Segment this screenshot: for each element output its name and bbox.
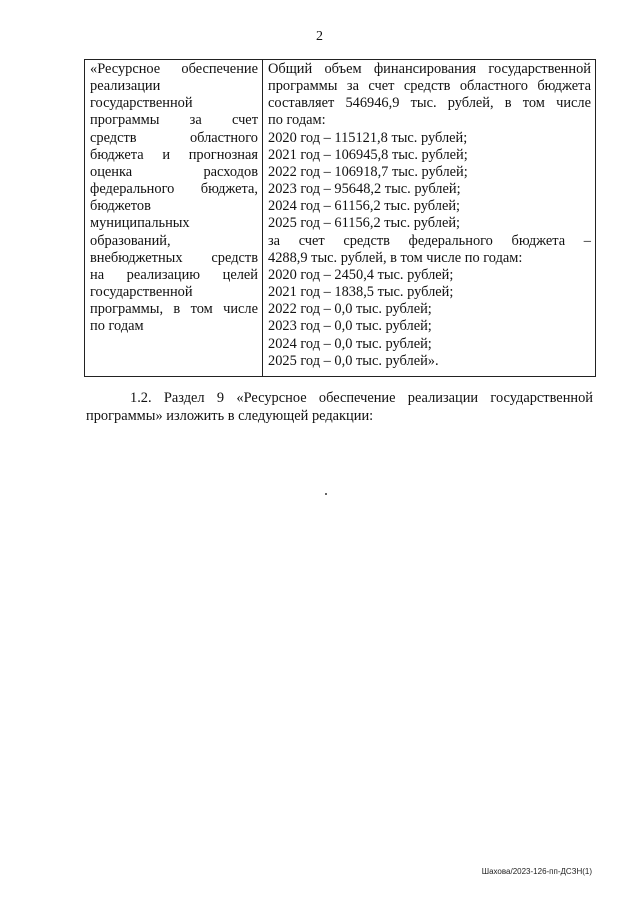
cell-line: оценка расходов xyxy=(90,163,258,180)
cell-line: 2025 год – 0,0 тыс. рублей». xyxy=(268,352,439,369)
cell-line: «Ресурсное обеспечение xyxy=(90,61,258,77)
cell-line: по годам: xyxy=(268,112,326,129)
paragraph-line: программы» изложить в следующей редакции: xyxy=(86,408,374,424)
cell-line: внебюджетных средств xyxy=(90,249,258,266)
cell-line: 2020 год – 2450,4 тыс. рублей; xyxy=(268,266,454,283)
cell-line: муниципальных xyxy=(90,215,190,232)
cell-line: бюджетов xyxy=(90,198,151,215)
cell-line: 2022 год – 0,0 тыс. рублей; xyxy=(268,301,432,318)
cell-line: программы за счет средств областного бюджета xyxy=(268,78,591,95)
resource-value-cell xyxy=(263,60,596,377)
cell-line: 2023 год – 95648,2 тыс. рублей; xyxy=(268,181,461,198)
scan-dot xyxy=(325,493,327,495)
page-number: 2 xyxy=(316,29,323,44)
cell-line: составляет 546946,9 тыс. рублей, в том числе xyxy=(268,95,591,112)
cell-line: по годам xyxy=(90,318,144,335)
cell-line: 2021 год – 1838,5 тыс. рублей; xyxy=(268,284,454,301)
cell-line: реализации xyxy=(90,78,161,95)
cell-line: государственной xyxy=(90,95,193,112)
cell-line: 2024 год – 0,0 тыс. рублей; xyxy=(268,335,432,352)
cell-line: программы за счет xyxy=(90,112,258,129)
cell-line: государственной xyxy=(90,284,193,301)
cell-line: 4288,9 тыс. рублей, в том числе по годам: xyxy=(268,249,523,266)
cell-line: бюджета и прогнозная xyxy=(90,146,258,163)
cell-line: Общий объем финансирования государственной xyxy=(268,61,591,77)
cell-line: 2023 год – 0,0 тыс. рублей; xyxy=(268,318,432,335)
cell-line: 2022 год – 106918,7 тыс. рублей; xyxy=(268,163,468,180)
paragraph-line: 1.2. Раздел 9 «Ресурсное обеспечение реализации государственной xyxy=(130,390,593,406)
resource-table xyxy=(84,59,596,377)
cell-line: средств областного xyxy=(90,129,258,146)
cell-line: за счет средств федерального бюджета – xyxy=(268,232,591,249)
cell-line: 2024 год – 61156,2 тыс. рублей; xyxy=(268,198,461,215)
cell-line: на реализацию целей xyxy=(90,266,258,283)
amendment-paragraph xyxy=(86,389,593,425)
document-code: Шахова/2023-126-пп-ДСЗН(1) xyxy=(481,867,592,876)
cell-line: 2021 год – 106945,8 тыс. рублей; xyxy=(268,146,468,163)
cell-line: образований, xyxy=(90,232,171,249)
table-row xyxy=(85,60,596,377)
cell-line: программы, в том числе xyxy=(90,301,258,318)
resource-label-cell xyxy=(85,60,263,377)
cell-line: 2020 год – 115121,8 тыс. рублей; xyxy=(268,129,468,146)
cell-line: 2025 год – 61156,2 тыс. рублей; xyxy=(268,215,461,232)
cell-line: федерального бюджета, xyxy=(90,181,258,198)
